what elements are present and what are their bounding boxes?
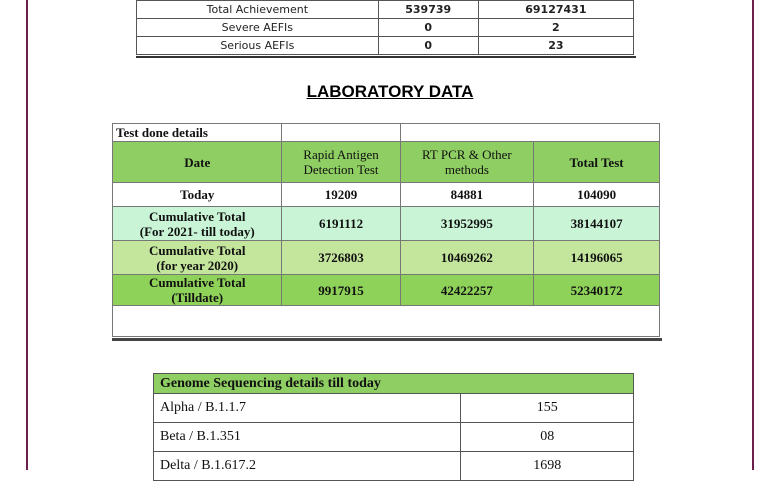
cell-value: 42422257 — [400, 275, 534, 306]
laboratory-table — [112, 123, 660, 337]
row-label: Today — [113, 183, 282, 207]
cell-value: 3726803 — [282, 241, 400, 275]
header-line: RT PCR & Other — [422, 147, 512, 162]
cell-value: 6191112 — [282, 207, 400, 241]
column-header: Date — [113, 142, 282, 183]
aefi-value: 23 — [478, 37, 633, 55]
genome-title: Genome Sequencing details till today — [154, 374, 634, 394]
aefi-value: 69127431 — [478, 1, 633, 19]
aefi-label: Total Achievement — [137, 1, 379, 19]
table-row — [154, 452, 634, 481]
table-row — [154, 394, 634, 423]
header-row — [113, 142, 660, 183]
row-label — [113, 275, 282, 306]
page-border-right — [752, 0, 754, 470]
aefi-table — [136, 0, 634, 55]
cell-value: 84881 — [400, 183, 534, 207]
table-row — [113, 306, 660, 337]
column-header — [400, 142, 534, 183]
section-heading: LABORATORY DATA — [306, 82, 474, 101]
cell-value: 19209 — [282, 183, 400, 207]
empty-cell — [282, 124, 400, 142]
empty-cell — [400, 124, 659, 142]
cell-value: 52340172 — [534, 275, 660, 306]
label-line: Cumulative Total — [149, 275, 246, 290]
cell-value: 104090 — [534, 183, 660, 207]
cell-value: 31952995 — [400, 207, 534, 241]
page-border-left — [26, 0, 28, 470]
column-header: Total Test — [534, 142, 660, 183]
row-label — [113, 207, 282, 241]
section-label: Test done details — [113, 124, 282, 142]
cell-value: 9917915 — [282, 275, 400, 306]
cell-value: 14196065 — [534, 241, 660, 275]
table-row — [113, 275, 660, 306]
aefi-label: Serious AEFIs — [137, 37, 379, 55]
empty-cell — [113, 306, 660, 337]
label-line: (For 2021- till today) — [139, 223, 255, 239]
table-row — [113, 124, 660, 142]
variant-count: 08 — [461, 423, 634, 452]
variant-name: Delta / B.1.617.2 — [154, 452, 461, 481]
variant-count: 155 — [461, 394, 634, 423]
header-row — [154, 374, 634, 394]
aefi-value: 539739 — [378, 1, 478, 19]
aefi-value: 2 — [478, 19, 633, 37]
aefi-table-bottom-rule — [136, 56, 636, 58]
label-line: (for year 2020) — [156, 257, 239, 273]
label-line: Cumulative Total — [149, 242, 246, 258]
lab-table-bottom-rule — [112, 338, 662, 341]
label-line: Cumulative Total — [149, 208, 246, 224]
table-row — [113, 241, 660, 275]
header-line: Detection Test — [303, 162, 379, 177]
column-header — [282, 142, 400, 183]
table-row — [113, 207, 660, 241]
variant-name: Beta / B.1.351 — [154, 423, 461, 452]
table-row — [113, 183, 660, 207]
cell-value: 10469262 — [400, 241, 534, 275]
table-row — [137, 1, 634, 19]
label-line: (Tilldate) — [171, 290, 224, 305]
aefi-value: 0 — [378, 19, 478, 37]
variant-name: Alpha / B.1.1.7 — [154, 394, 461, 423]
aefi-value: 0 — [378, 37, 478, 55]
genome-table — [153, 373, 634, 481]
table-row — [154, 423, 634, 452]
table-row — [137, 37, 634, 55]
header-line: methods — [444, 162, 489, 177]
variant-count: 1698 — [461, 452, 634, 481]
table-row — [137, 19, 634, 37]
aefi-label: Severe AEFIs — [137, 19, 379, 37]
row-label — [113, 241, 282, 275]
header-line: Rapid Antigen — [303, 147, 379, 162]
cell-value: 38144107 — [534, 207, 660, 241]
